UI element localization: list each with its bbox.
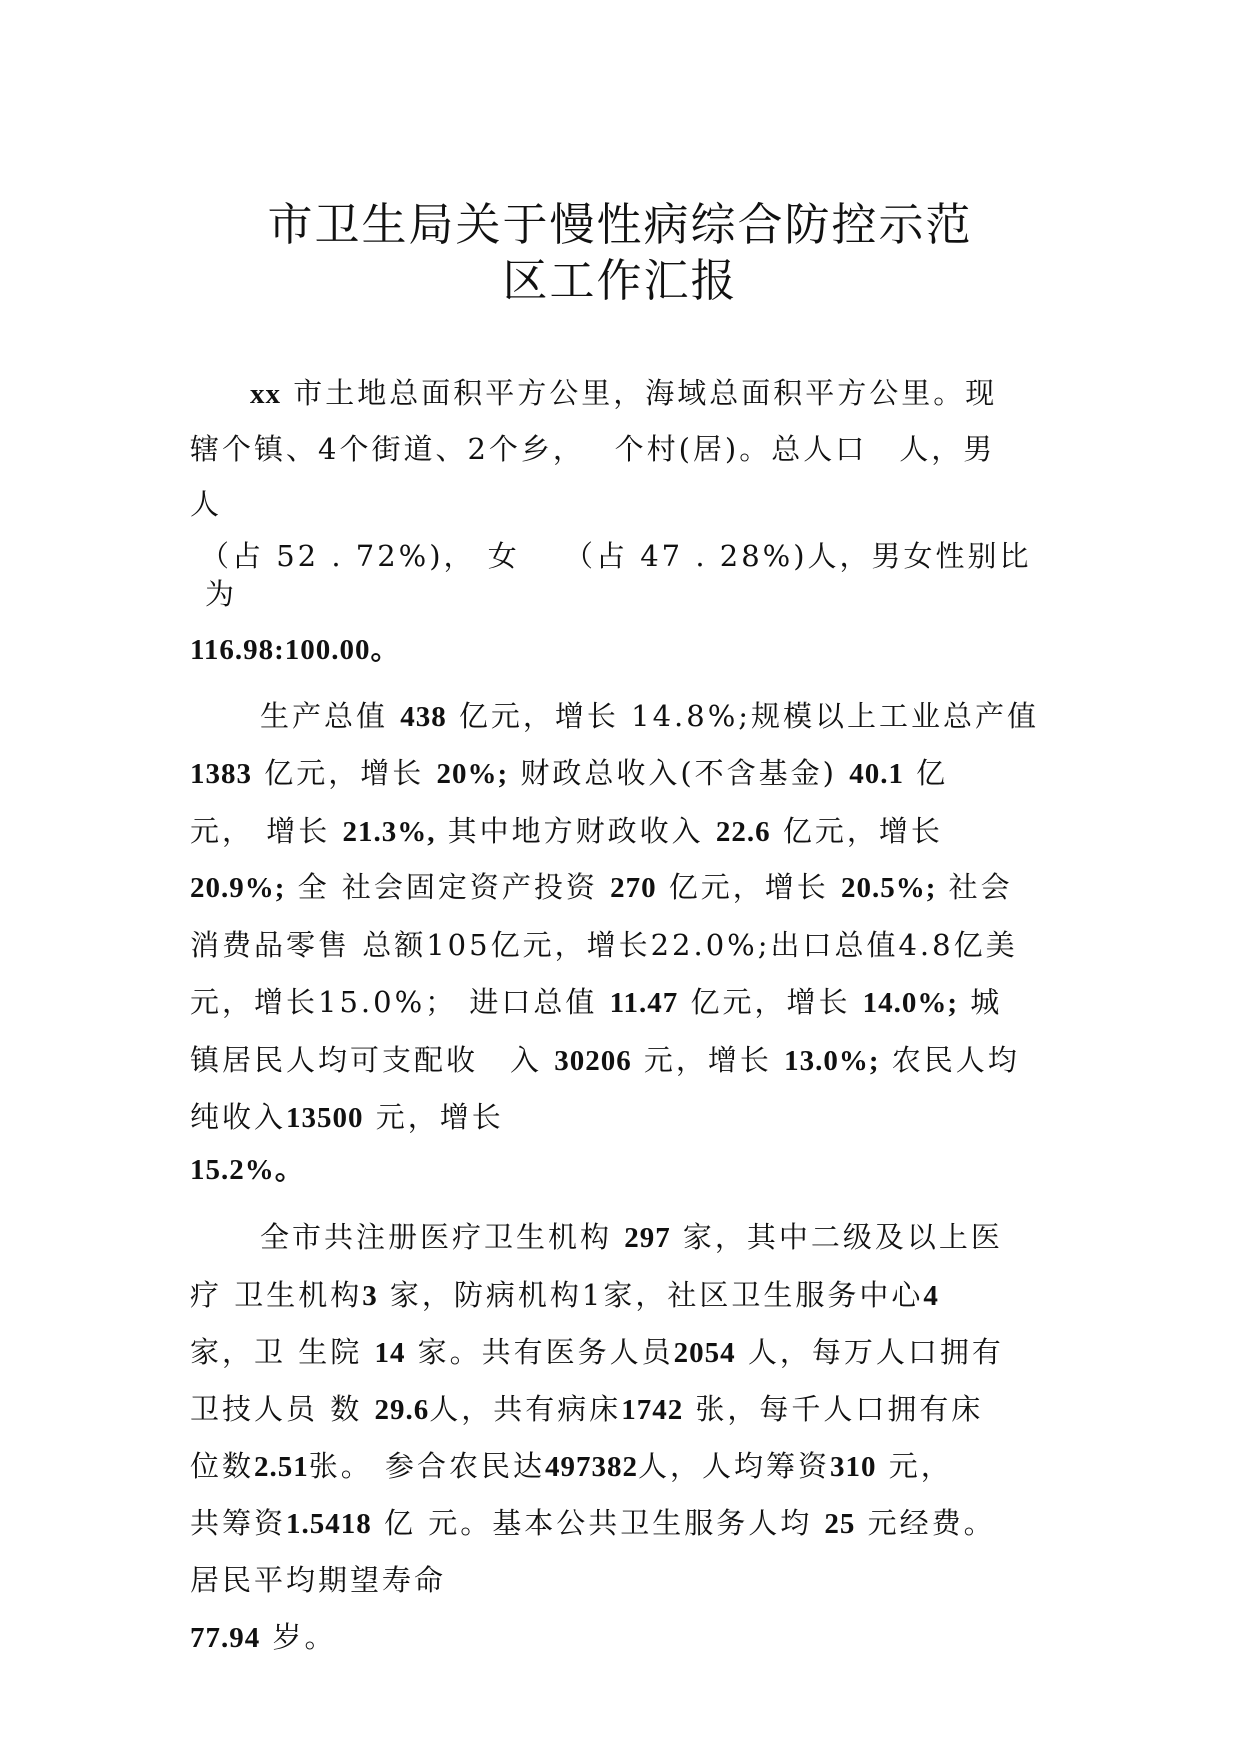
body-text: 亿 bbox=[903, 756, 949, 790]
body-text: 亿元，增长 bbox=[656, 870, 842, 904]
body-text: 其中地方财政收入 bbox=[435, 814, 716, 848]
bold-text: 25 bbox=[824, 1508, 856, 1540]
body-text: 人，共有病床 bbox=[429, 1392, 622, 1426]
body-text: 亿元，增长 bbox=[770, 814, 943, 848]
bold-text: 14.0%; bbox=[862, 987, 959, 1019]
body-text: 张，每千人口拥有床 bbox=[683, 1392, 984, 1426]
document-title-line-1: 市卫生局关于慢性病综合防控示范 bbox=[267, 198, 973, 251]
paragraph-2-line-7 bbox=[190, 1040, 1070, 1081]
body-text: 家，其中二级及以上医 bbox=[670, 1220, 1003, 1254]
body-text: 亿元，增长 bbox=[252, 756, 437, 790]
paragraph-3-line-5 bbox=[190, 1446, 1070, 1487]
body-text: 纯收入 bbox=[190, 1100, 287, 1134]
bold-text: 2054 bbox=[673, 1337, 736, 1369]
body-text: 生产总值 bbox=[260, 699, 401, 733]
body-text: 疗 卫生机构 bbox=[190, 1278, 363, 1312]
bold-text: 297 bbox=[624, 1222, 671, 1254]
bold-text: 77.94 bbox=[190, 1622, 261, 1654]
paragraph-2-line-8 bbox=[190, 1097, 1070, 1138]
bold-text: xx bbox=[250, 378, 281, 410]
paragraph-3-line-7: 居民平均期望寿命 bbox=[190, 1563, 447, 1597]
document-title-line-2: 区工作汇报 bbox=[502, 254, 738, 307]
paragraph-3-line-6 bbox=[190, 1503, 1070, 1544]
paragraph-2-line-5: 消费品零售 总额105亿元，增长22.0%;出口总值4.8亿美 bbox=[190, 928, 1018, 962]
paragraph-3-line-8 bbox=[190, 1617, 1070, 1658]
bold-text: 21.3%, bbox=[342, 816, 436, 848]
bold-text: 22.6 bbox=[715, 816, 771, 848]
bold-text: 20.9%; bbox=[190, 872, 286, 904]
body-text: 镇居民人均可支配收 入 bbox=[190, 1043, 555, 1077]
body-text: 亿元，增长 bbox=[678, 985, 863, 1019]
paragraph-2-line-1 bbox=[260, 696, 1070, 737]
bold-text: 3 bbox=[362, 1280, 378, 1312]
body-text: 共筹资 bbox=[190, 1506, 287, 1540]
bold-text: 20%; bbox=[436, 758, 509, 790]
bold-text: 29.6 bbox=[374, 1394, 430, 1426]
paragraph-3-line-4 bbox=[190, 1389, 1070, 1430]
paragraph-2-line-3 bbox=[190, 811, 1070, 852]
body-text: 元，增长15.0%； 进口总值 bbox=[190, 985, 610, 1019]
bold-text: 1.5418 bbox=[286, 1508, 372, 1540]
body-text: 人，每万人口拥有 bbox=[735, 1335, 1004, 1369]
bold-text: 20.5%; bbox=[841, 872, 937, 904]
paragraph-2-line-6 bbox=[190, 982, 1070, 1023]
paragraph-1-line-1 bbox=[250, 373, 1070, 414]
paragraph-1-line-4: （占 52 . 72%)， 女 （占 47 . 28%)人，男女性别比 bbox=[200, 539, 1032, 573]
bold-text: 270 bbox=[610, 872, 657, 904]
body-text: 家，卫 生院 bbox=[190, 1335, 375, 1369]
paragraph-3-line-2 bbox=[190, 1275, 1070, 1316]
bold-text: 4 bbox=[923, 1280, 939, 1312]
bold-text: 310 bbox=[830, 1451, 877, 1483]
paragraph-3-line-1 bbox=[260, 1217, 1070, 1258]
body-text: 卫技人员 数 bbox=[190, 1392, 375, 1426]
body-text: 元经费。 bbox=[855, 1506, 996, 1540]
paragraph-1-line-5: 为 bbox=[205, 577, 238, 611]
body-text: 元，增长 bbox=[363, 1100, 504, 1134]
body-text: 元， 增长 bbox=[190, 814, 343, 848]
paragraph-3-line-3 bbox=[190, 1332, 1070, 1373]
body-text: 全市共注册医疗卫生机构 bbox=[260, 1220, 625, 1254]
body-text: 张。 参合农民达 bbox=[308, 1449, 545, 1483]
bold-text: 1742 bbox=[621, 1394, 684, 1426]
paragraph-2-line-9: 15.2%。 bbox=[190, 1154, 305, 1186]
bold-text: 497382 bbox=[544, 1451, 638, 1483]
bold-text: 13500 bbox=[286, 1102, 364, 1134]
paragraph-1-line-2: 辖个镇、4个街道、2个乡， 个村(居)。总人口 人，男 bbox=[190, 432, 996, 466]
bold-text: 11.47 bbox=[609, 987, 679, 1019]
body-text: 元， bbox=[876, 1449, 953, 1483]
bold-text: 438 bbox=[400, 701, 447, 733]
body-text: 家，防病机构1家，社区卫生服务中心 bbox=[377, 1278, 924, 1312]
body-text: 农民人均 bbox=[879, 1043, 1020, 1077]
paragraph-2-line-4 bbox=[190, 867, 1070, 908]
body-text: 位数 bbox=[190, 1449, 255, 1483]
bold-text: 13.0%; bbox=[784, 1045, 880, 1077]
body-text: 亿元，增长 14.8%;规模以上工业总产值 bbox=[446, 699, 1040, 733]
body-text: 元，增长 bbox=[631, 1043, 785, 1077]
body-text: 家。共有医务人员 bbox=[405, 1335, 674, 1369]
body-text: 财政总收入(不含基金) bbox=[508, 756, 850, 790]
body-text: 社会 bbox=[936, 870, 1013, 904]
paragraph-2-line-2 bbox=[190, 753, 1070, 794]
body-text: 全 社会固定资产投资 bbox=[285, 870, 611, 904]
paragraph-1-line-6: 116.98:100.00。 bbox=[190, 634, 401, 666]
bold-text: 40.1 bbox=[849, 758, 904, 790]
bold-text: 2.51 bbox=[254, 1451, 309, 1483]
bold-text: 14 bbox=[374, 1337, 406, 1369]
paragraph-1-line-3: 人 bbox=[190, 487, 223, 521]
body-text: 市土地总面积平方公里，海域总面积平方公里。现 bbox=[281, 376, 998, 410]
body-text: 亿 元。基本公共卫生服务人均 bbox=[371, 1506, 825, 1540]
body-text: 城 bbox=[958, 985, 1003, 1019]
bold-text: 30206 bbox=[554, 1045, 632, 1077]
body-text: 岁。 bbox=[260, 1620, 337, 1654]
body-text: 人，人均筹资 bbox=[637, 1449, 830, 1483]
bold-text: 1383 bbox=[190, 758, 252, 790]
